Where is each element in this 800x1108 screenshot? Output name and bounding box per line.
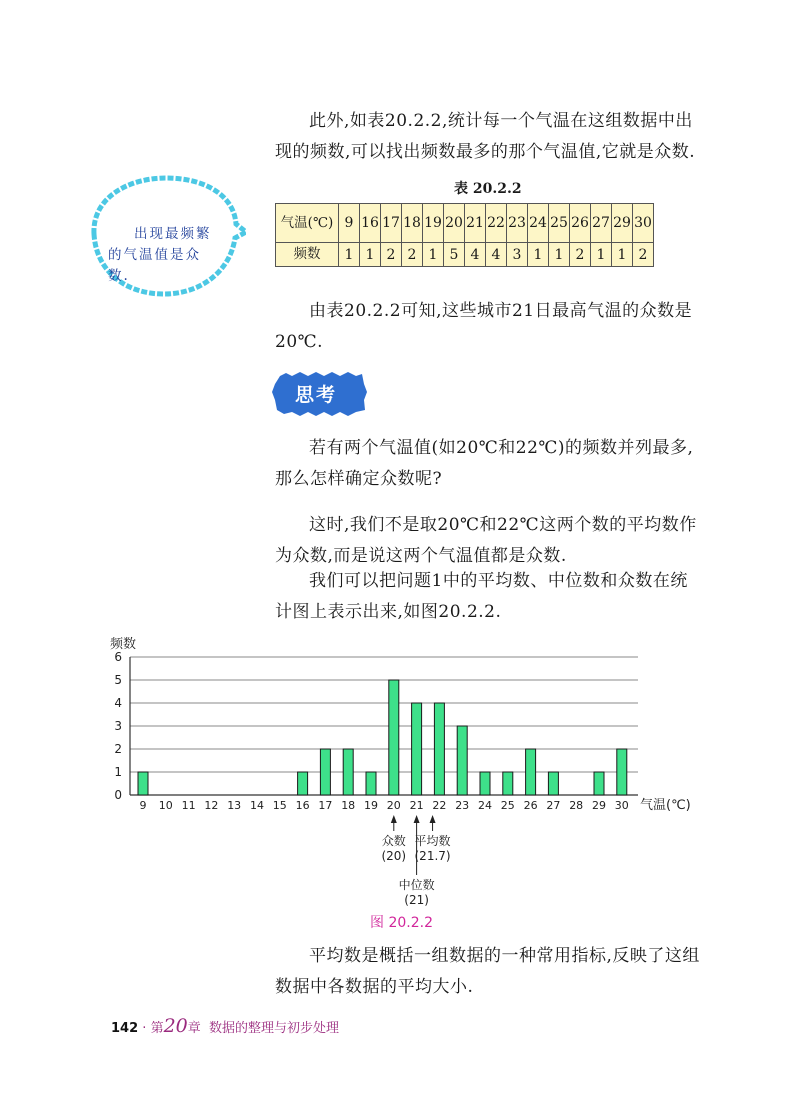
bubble-text: 出现最频繁的气温值是众数. [108, 225, 212, 284]
table-cell: 4 [486, 243, 507, 267]
table-cell: 29 [612, 204, 633, 243]
table-cell: 1 [612, 243, 633, 267]
page-number: 142 [111, 1021, 139, 1036]
paragraph-1: 此外,如表20.2.2,统计每一个气温在这组数据中出现的频数,可以找出频数最多的那个气温值,它就是众数. [275, 111, 696, 162]
x-tick-label: 18 [341, 799, 356, 812]
table-cell: 9 [339, 204, 360, 243]
table-cell: 1 [423, 243, 444, 267]
table-cell: 1 [360, 243, 381, 267]
annotation-value: (21.7) [414, 849, 451, 863]
bar [594, 772, 604, 795]
x-tick-label: 28 [569, 799, 584, 812]
x-tick-label: 17 [318, 799, 333, 812]
table-row-temperature [276, 204, 654, 243]
y-tick-label: 4 [114, 696, 122, 710]
x-tick-label: 9 [139, 799, 147, 812]
bar [366, 772, 376, 795]
table-cell: 27 [591, 204, 612, 243]
table-cell: 30 [633, 204, 654, 243]
x-tick-label: 20 [386, 799, 401, 812]
bars [138, 680, 627, 795]
bar [412, 703, 422, 795]
y-tick-label: 0 [114, 788, 122, 802]
bar [526, 749, 536, 795]
annotation-label: 平均数 [414, 834, 451, 848]
x-tick-label: 24 [478, 799, 492, 812]
bar [480, 772, 490, 795]
frequency-bar-chart [100, 632, 700, 910]
x-tick-label: 13 [227, 799, 242, 812]
table-header-temperature: 气温(℃) [276, 204, 339, 243]
y-tick-label: 6 [114, 650, 122, 664]
table-cell: 26 [570, 204, 591, 243]
x-tick-label: 23 [455, 799, 470, 812]
chapter-suffix: 章 [187, 1021, 201, 1036]
bar [434, 703, 444, 795]
bar [298, 772, 308, 795]
x-tick-label: 16 [295, 799, 310, 812]
annotation-value: (21) [404, 893, 429, 907]
annotation-arrowhead [391, 815, 397, 823]
x-tick-label: 27 [546, 799, 561, 812]
speech-bubble [88, 172, 246, 300]
paragraph-3: 若有两个气温值(如20℃和22℃)的频数并列最多,那么怎样确定众数呢? [275, 438, 694, 489]
annotation-label: 众数 [381, 834, 406, 848]
page-footer [111, 1015, 339, 1037]
y-tick-label: 2 [114, 742, 122, 756]
table-cell: 22 [486, 204, 507, 243]
table-cell: 1 [591, 243, 612, 267]
chapter-number: 20 [163, 1015, 188, 1037]
table-cell: 21 [465, 204, 486, 243]
table-cell: 2 [402, 243, 423, 267]
table-header-frequency: 频数 [276, 243, 339, 267]
bar [389, 680, 399, 795]
table-cell: 16 [360, 204, 381, 243]
x-tick-label: 22 [432, 799, 447, 812]
table-cell: 3 [507, 243, 528, 267]
annotation-arrowhead [430, 815, 436, 823]
x-tick-label: 10 [158, 799, 173, 812]
table-cell: 20 [444, 204, 465, 243]
y-axis-label: 频数 [110, 637, 137, 652]
x-tick-label: 29 [592, 799, 606, 812]
table-cell: 19 [423, 204, 444, 243]
table-cell: 5 [444, 243, 465, 267]
x-tick-label: 21 [409, 799, 424, 812]
x-tick-label: 26 [523, 799, 538, 812]
chapter-title: 数据的整理与初步处理 [209, 1021, 340, 1036]
bar [617, 749, 627, 795]
chapter-prefix: 第 [150, 1021, 164, 1036]
footer-separator: · [142, 1021, 147, 1036]
x-tick-labels [140, 799, 629, 812]
y-tick-label: 3 [114, 719, 122, 733]
table-row-frequency [276, 243, 654, 267]
x-tick-label: 14 [250, 799, 264, 812]
x-tick-label: 15 [272, 799, 287, 812]
x-tick-label: 30 [614, 799, 629, 812]
bar [320, 749, 330, 795]
table-cell: 2 [381, 243, 402, 267]
table-cell: 1 [528, 243, 549, 267]
bar [457, 726, 467, 795]
paragraph-4: 这时,我们不是取20℃和22℃这两个数的平均数作为众数,而是说这两个气温值都是众数. [275, 515, 697, 566]
y-tick-label: 5 [114, 673, 122, 687]
figure-caption: 图 20.2.2 [370, 915, 433, 931]
table-cell: 4 [465, 243, 486, 267]
x-tick-label: 19 [364, 799, 378, 812]
table-cell: 24 [528, 204, 549, 243]
paragraph-6: 平均数是概括一组数据的一种常用指标,反映了这组数据中各数据的平均大小. [275, 946, 700, 997]
table-cell: 17 [381, 204, 402, 243]
bar [138, 772, 148, 795]
think-label: 思考 [295, 384, 338, 406]
grid-lines [130, 657, 638, 795]
bar [548, 772, 558, 795]
table-cell: 25 [549, 204, 570, 243]
table-cell: 2 [633, 243, 654, 267]
paragraph-5: 我们可以把问题1中的平均数、中位数和众数在统计图上表示出来,如图20.2.2. [275, 571, 688, 622]
annotation-arrowhead [414, 815, 420, 823]
annotations [381, 815, 450, 907]
table-caption: 表 20.2.2 [454, 181, 522, 197]
table-cell: 1 [339, 243, 360, 267]
x-axis-label: 气温(℃) [640, 798, 691, 813]
table-cell: 18 [402, 204, 423, 243]
paragraph-2: 由表20.2.2可知,这些城市21日最高气温的众数是20℃. [275, 301, 693, 352]
table-cell: 1 [549, 243, 570, 267]
x-tick-label: 11 [181, 799, 196, 812]
frequency-table [275, 203, 654, 267]
x-tick-label: 25 [500, 799, 515, 812]
y-tick-labels [114, 650, 122, 802]
x-tick-label: 12 [204, 799, 219, 812]
table-cell: 23 [507, 204, 528, 243]
annotation-value: (20) [381, 849, 407, 863]
table-cell: 2 [570, 243, 591, 267]
bar [343, 749, 353, 795]
annotation-label: 中位数 [398, 878, 435, 892]
y-tick-label: 1 [114, 765, 122, 779]
bar [503, 772, 513, 795]
